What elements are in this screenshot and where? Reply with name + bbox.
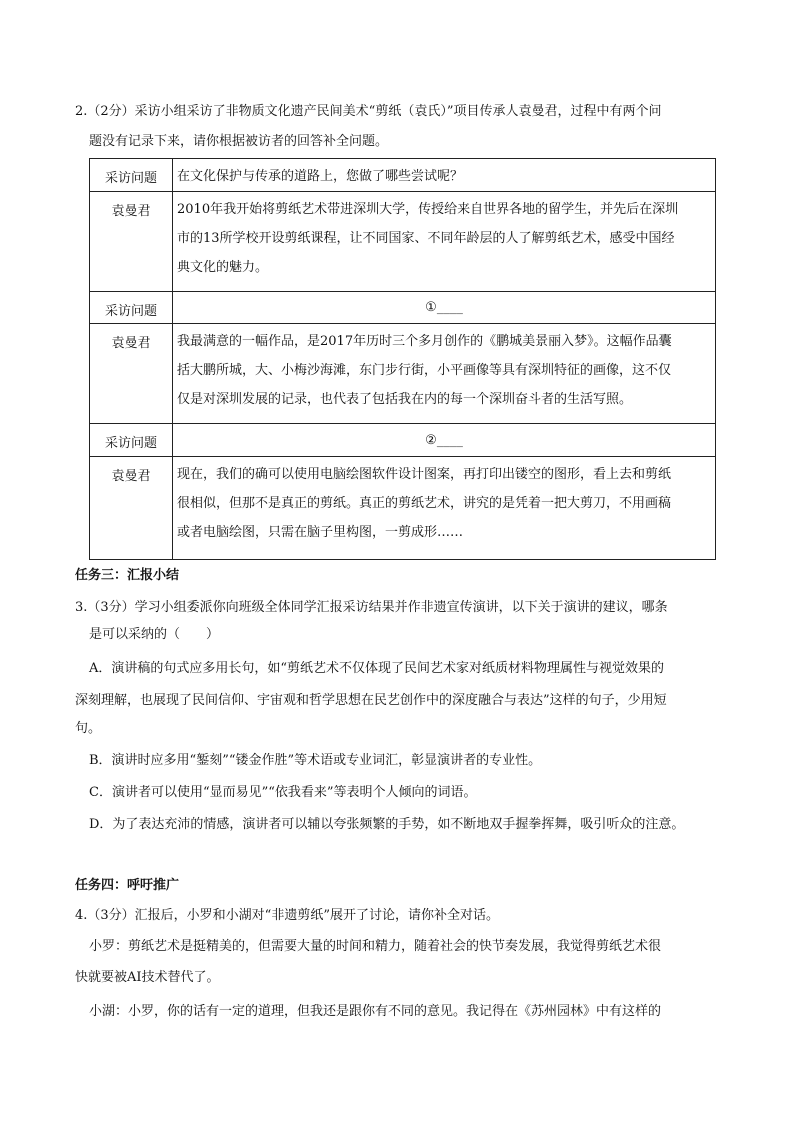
table-row bbox=[90, 292, 716, 324]
q2-stem-line2: 题没有记录下来，请你根据被访者的回答补全问题。 bbox=[89, 134, 389, 149]
option-a-line3: 句。 bbox=[75, 721, 102, 736]
answer-3-line: 很相似，但那不是真正的剪纸。真正的剪纸艺术，讲究的是凭着一把大剪刀，不用画稿 bbox=[177, 496, 672, 511]
table-row bbox=[90, 424, 716, 457]
q4-stem: 4.（3分）汇报后，小罗和小湖对“非遗剪纸”展开了讨论，请你补全对话。 bbox=[75, 908, 499, 923]
blank-question-2[interactable]: ②____ bbox=[173, 424, 716, 457]
task4-heading: 任务四：呼吁推广 bbox=[75, 878, 180, 893]
task3-heading: 任务三：汇报小结 bbox=[75, 568, 180, 583]
interview-question-1: 在文化保护与传承的道路上，您做了哪些尝试呢？ bbox=[173, 159, 716, 192]
option-a-line2: 深刻理解，也展现了民间信仰、宇宙观和哲学思想在民艺创作中的深度融合与表达”这样的句子，少用短 bbox=[75, 693, 667, 708]
answer-2 bbox=[173, 324, 716, 424]
option-b[interactable]: B．演讲时应多用“錾刻”“镂金作胜”等术语或专业词汇，彰显演讲者的专业性。 bbox=[89, 753, 542, 768]
xiaoluo-line2: 快就要被AI技术替代了。 bbox=[75, 970, 220, 985]
answer-1-line: 2010年我开始将剪纸艺术带进深圳大学，传授给来自世界各地的留学生，并先后在深圳 bbox=[177, 202, 679, 217]
row-label: 袁曼君 bbox=[90, 324, 173, 424]
option-c[interactable]: C．演讲者可以使用“显而易见”“依我看来”等表明个人倾向的词语。 bbox=[89, 785, 477, 800]
row-label: 袁曼君 bbox=[90, 457, 173, 560]
answer-2-line: 括大鹏所城，大、小梅沙海滩，东门步行街，小平画像等具有深圳特征的画像，这不仅 bbox=[177, 363, 672, 378]
blank-question-1[interactable]: ①____ bbox=[173, 292, 716, 324]
answer-3-line: 现在，我们的确可以使用电脑绘图软件设计图案，再打印出镂空的图形，看上去和剪纸 bbox=[177, 467, 672, 482]
answer-2-line: 仅是对深圳发展的记录，也代表了包括我在内的每一个深圳奋斗者的生活写照。 bbox=[177, 392, 633, 407]
option-a-line1[interactable]: A．演讲稿的句式应多用长句，如“剪纸艺术不仅体现了民间艺术家对纸质材料物理属性与视觉效果的 bbox=[89, 661, 665, 676]
table-row bbox=[90, 159, 716, 192]
option-d[interactable]: D．为了表达充沛的情感，演讲者可以辅以夸张频繁的手势，如不断地双手握拳挥舞，吸引听众的注意。 bbox=[89, 817, 685, 832]
table-row bbox=[90, 324, 716, 424]
answer-1-line: 典文化的魅力。 bbox=[177, 260, 269, 275]
answer-2-line: 我最满意的一幅作品，是2017年历时三个多月创作的《鹏城美景丽入梦》。这幅作品囊 bbox=[177, 334, 672, 349]
q2-stem-line1: 2.（2分）采访小组采访了非物质文化遗产民间美术“剪纸（袁氏）”项目传承人袁曼君，过程中有两个问 bbox=[75, 104, 662, 119]
row-label: 袁曼君 bbox=[90, 192, 173, 292]
answer-1-line: 市的13所学校开设剪纸课程，让不同国家、不同年龄层的人了解剪纸艺术，感受中国经 bbox=[177, 231, 675, 246]
row-label: 采访问题 bbox=[90, 159, 173, 192]
row-label: 采访问题 bbox=[90, 424, 173, 457]
table-row bbox=[90, 192, 716, 292]
q3-stem-line1: 3.（3分）学习小组委派你向班级全体同学汇报采访结果并作非遗宣传演讲，以下关于演讲的建议，哪条 bbox=[75, 600, 668, 615]
answer-3-line: 或者电脑绘图，只需在脑子里构图，一剪成形…… bbox=[177, 525, 464, 540]
q3-stem-line2: 是可以采纳的（ ） bbox=[89, 627, 220, 642]
answer-1 bbox=[173, 192, 716, 292]
table-row bbox=[90, 457, 716, 560]
interview-table bbox=[89, 158, 716, 560]
xiaoluo-line1: 小罗：剪纸艺术是挺精美的，但需要大量的时间和精力，随着社会的快节奏发展，我觉得剪纸艺术很 bbox=[89, 939, 662, 954]
answer-3 bbox=[173, 457, 716, 560]
row-label: 采访问题 bbox=[90, 292, 173, 324]
xiaohu-line1: 小湖：小罗，你的话有一定的道理，但我还是跟你有不同的意见。我记得在《苏州园林》中有这样的 bbox=[89, 1004, 662, 1019]
